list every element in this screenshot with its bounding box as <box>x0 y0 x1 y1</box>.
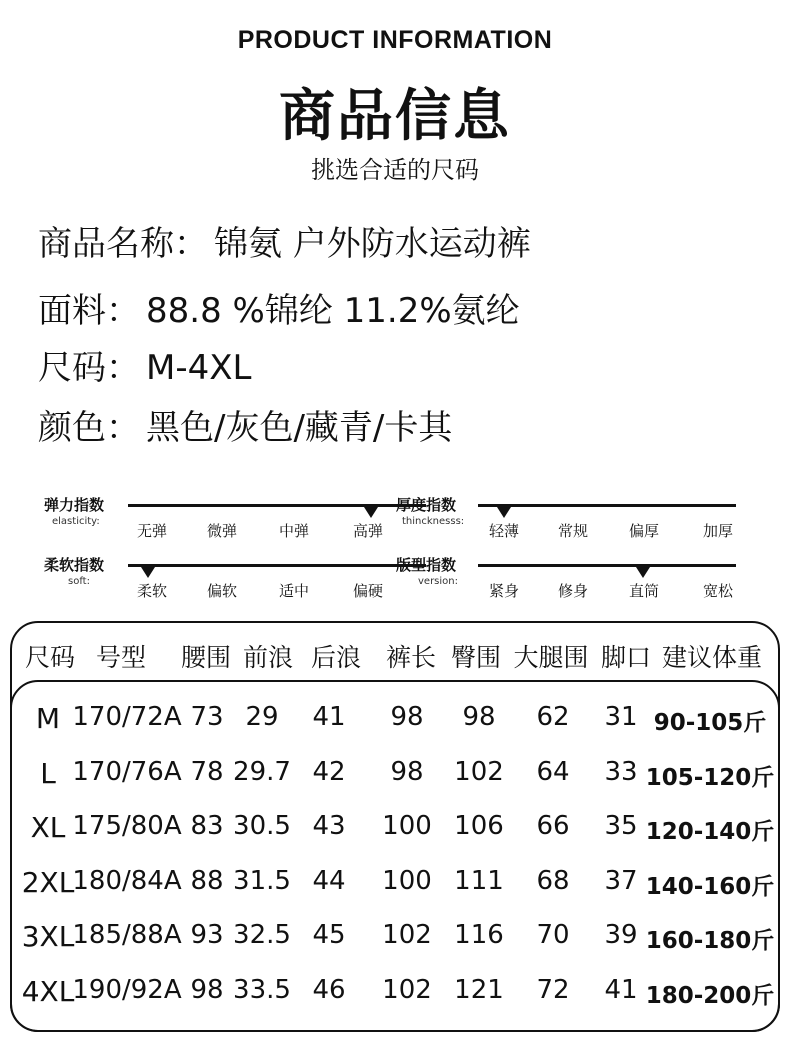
info-value: 88.8 %锦纶 11.2%氨纶 <box>146 291 520 331</box>
scale-option: 宽松 <box>702 582 734 600</box>
scale-line <box>128 504 426 507</box>
table-cell: 180/84A <box>72 865 182 896</box>
table-cell: 93 <box>190 920 224 950</box>
scale-option: 轻薄 <box>488 522 520 540</box>
table-cell: 29 <box>245 702 279 732</box>
scale-label-en: soft: <box>68 576 90 587</box>
table-cell: 83 <box>190 811 224 841</box>
table-cell: 121 <box>454 974 504 1005</box>
table-cell: 185/88A <box>72 920 182 950</box>
table-cell: 32.5 <box>233 920 291 950</box>
table-cell: 98 <box>390 702 424 732</box>
info-label: 商品名称： <box>38 224 208 264</box>
column-header: 裤长 <box>385 643 437 672</box>
scale-option: 修身 <box>557 582 589 600</box>
table-cell: 33.5 <box>233 974 291 1005</box>
scale-marker-icon <box>636 567 650 578</box>
column-header: 后浪 <box>310 643 362 672</box>
scale-label: 柔软指数 <box>44 556 105 574</box>
table-cell: 98 <box>462 702 496 732</box>
table-cell: 160-180斤 <box>645 928 775 954</box>
table-cell: 30.5 <box>233 811 291 841</box>
scale-option: 直筒 <box>628 582 660 600</box>
table-cell: 78 <box>190 756 224 787</box>
table-cell: 62 <box>536 702 570 732</box>
table-cell: 64 <box>536 756 570 787</box>
scale-marker-icon <box>364 507 378 518</box>
info-label: 面料： <box>38 291 140 331</box>
table-cell: 102 <box>382 974 432 1005</box>
table-cell: 170/72A <box>72 702 182 732</box>
info-value: 锦氨 户外防水运动裤 <box>214 224 531 264</box>
scale-marker-icon <box>497 507 511 518</box>
scale-option: 紧身 <box>488 582 520 600</box>
info-size <box>38 340 251 389</box>
table-cell: 180-200斤 <box>645 982 775 1009</box>
scale-option: 中弹 <box>278 522 310 540</box>
table-cell: 73 <box>190 702 224 732</box>
table-cell: M <box>35 702 61 735</box>
info-value: M-4XL <box>146 348 252 388</box>
column-header: 号型 <box>95 643 147 672</box>
table-cell: XL <box>30 811 66 844</box>
info-label: 尺码： <box>38 348 140 388</box>
table-cell: 41 <box>312 702 346 732</box>
table-cell: 68 <box>536 865 570 896</box>
table-cell: 31.5 <box>233 865 291 896</box>
table-cell: 72 <box>536 974 570 1005</box>
info-label: 颜色： <box>38 408 140 448</box>
table-cell: 2XL <box>21 865 75 899</box>
subtitle: 挑选合适的尺码 <box>311 156 479 184</box>
column-header: 臀围 <box>450 643 502 672</box>
column-header: 尺码 <box>24 643 76 672</box>
scale-line <box>478 504 736 507</box>
scale-label: 厚度指数 <box>396 496 457 514</box>
table-cell: 88 <box>190 865 224 896</box>
table-cell: 35 <box>604 811 638 841</box>
english-title: PRODUCT INFORMATION <box>237 26 553 54</box>
table-row <box>0 866 790 920</box>
table-cell: 44 <box>312 865 346 896</box>
table-cell: 102 <box>454 756 504 787</box>
column-header: 腰围 <box>180 643 232 672</box>
table-cell: 29.7 <box>233 756 291 787</box>
table-row <box>0 811 790 865</box>
scale-option: 无弹 <box>136 522 168 540</box>
table-cell: 46 <box>312 974 346 1005</box>
table-cell: 70 <box>536 920 570 950</box>
info-color <box>38 400 452 449</box>
table-cell: 31 <box>604 702 638 732</box>
table-cell: 42 <box>312 756 346 787</box>
scale-option: 偏硬 <box>352 582 384 600</box>
scale-option: 高弹 <box>352 522 384 540</box>
table-cell: 106 <box>454 811 504 841</box>
table-cell: 45 <box>312 920 346 950</box>
column-header: 前浪 <box>242 643 294 672</box>
table-cell: L <box>40 756 56 790</box>
table-cell: 66 <box>536 811 570 841</box>
scale-option: 柔软 <box>136 582 168 600</box>
table-cell: 105-120斤 <box>645 764 775 791</box>
info-fabric <box>38 283 520 332</box>
scale-option: 适中 <box>278 582 310 600</box>
table-cell: 43 <box>312 811 346 841</box>
table-cell: 41 <box>604 974 638 1005</box>
column-header: 建议体重 <box>661 643 763 672</box>
table-row <box>0 757 790 811</box>
table-cell: 98 <box>390 756 424 787</box>
scale-label: 弹力指数 <box>44 496 105 514</box>
info-product-name <box>38 216 531 265</box>
chinese-title: 商品信息 <box>279 84 511 149</box>
table-cell: 190/92A <box>72 974 182 1005</box>
column-header: 脚口 <box>600 643 652 672</box>
scale-marker-icon <box>141 567 155 578</box>
table-row <box>0 702 790 756</box>
scale-option: 偏厚 <box>628 522 660 540</box>
scale-line <box>128 564 426 567</box>
table-cell: 39 <box>604 920 638 950</box>
table-cell: 100 <box>382 865 432 896</box>
column-header: 大腿围 <box>513 643 589 672</box>
table-cell: 170/76A <box>72 756 182 787</box>
table-cell: 120-140斤 <box>645 819 775 845</box>
table-cell: 102 <box>382 920 432 950</box>
table-cell: 3XL <box>21 920 75 953</box>
table-row <box>0 975 790 1029</box>
table-cell: 175/80A <box>72 811 182 841</box>
scale-option: 偏软 <box>206 582 238 600</box>
table-cell: 4XL <box>21 974 75 1008</box>
table-cell: 33 <box>604 756 638 787</box>
table-cell: 100 <box>382 811 432 841</box>
table-cell: 98 <box>190 974 224 1005</box>
scale-option: 微弹 <box>206 522 238 540</box>
table-cell: 111 <box>454 865 504 896</box>
scale-label-en: version: <box>418 576 458 587</box>
table-cell: 140-160斤 <box>645 873 775 900</box>
scale-label-en: elasticity: <box>52 516 100 527</box>
scale-label: 版型指数 <box>396 556 457 574</box>
scale-label-en: thincknesss: <box>402 516 465 527</box>
table-cell: 37 <box>604 865 638 896</box>
scale-line <box>478 564 736 567</box>
scale-option: 常规 <box>557 522 589 540</box>
table-row <box>0 920 790 974</box>
table-cell: 90-105斤 <box>653 710 767 736</box>
table-cell: 116 <box>454 920 504 950</box>
info-value: 黑色/灰色/藏青/卡其 <box>146 408 453 448</box>
scale-option: 加厚 <box>702 522 734 540</box>
